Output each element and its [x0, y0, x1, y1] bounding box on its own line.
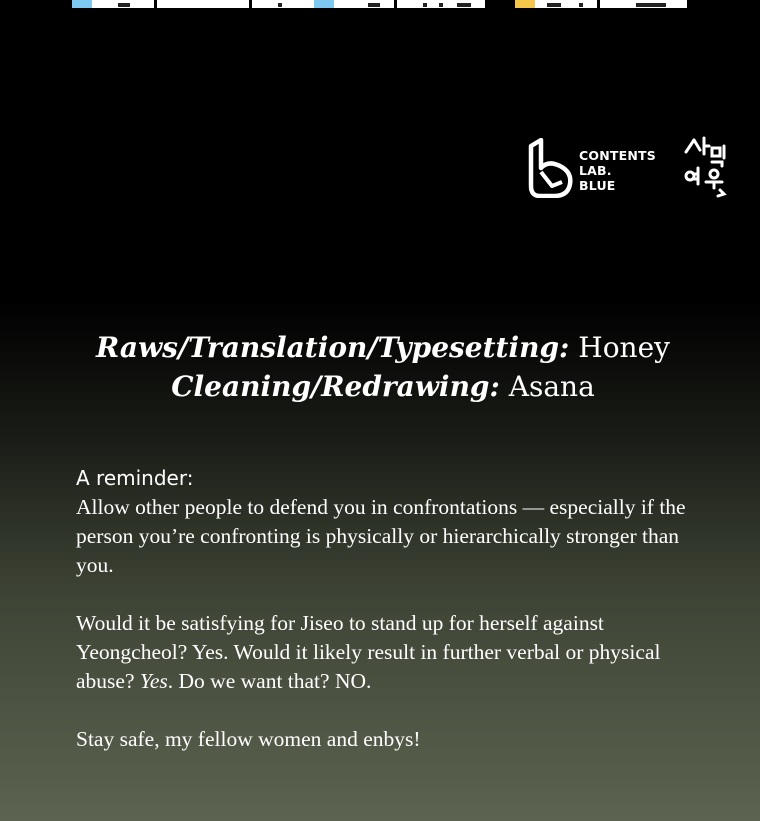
note-paragraph: Allow other people to defend you in confrontations — especially if the person you’re confronting is physically or hierarchically stronger than you. — [76, 495, 686, 577]
credit-name: Asana — [508, 370, 595, 403]
top-panel-strip — [0, 0, 760, 8]
desert-fox-logo-icon — [682, 136, 728, 198]
logo-word-lab: LAB. — [579, 163, 612, 178]
logo-word-blue: BLUE — [579, 178, 616, 193]
credit-name: Honey — [578, 331, 670, 364]
strip-blue-block — [314, 0, 334, 8]
strip-white-block — [334, 0, 394, 8]
strip-white-block — [535, 0, 597, 8]
note-paragraph — [76, 609, 706, 696]
credit-role: Raws/Translation/Typesetting: — [96, 331, 570, 364]
strip-yellow-block — [515, 0, 535, 8]
note-paragraph: Stay safe, my fellow women and enbys! — [76, 727, 421, 751]
credit-line-raws — [0, 328, 760, 367]
strip-white-block — [157, 0, 249, 8]
strip-blue-block — [72, 0, 92, 8]
credit-role: Cleaning/Redrawing: — [171, 370, 500, 403]
note-heading: A reminder: — [76, 466, 194, 490]
strip-white-block — [252, 0, 314, 8]
contents-lab-blue-mark-icon — [528, 138, 574, 198]
strip-white-block — [92, 0, 154, 8]
contents-lab-blue-wordmark — [579, 148, 656, 193]
contents-lab-blue-logo — [528, 138, 656, 198]
note-emphasis: Yes — [139, 669, 168, 693]
translator-note — [76, 464, 706, 754]
logo-word-contents: CONTENTS — [579, 148, 656, 163]
note-text: . Do we want that? NO. — [167, 669, 372, 693]
note-text: Would it be satisfying for Jiseo to stand up for herself against Yeongcheol? Yes. Would it likely result in further verbal or physical abuse? — [76, 611, 661, 693]
strip-white-block — [600, 0, 687, 8]
credit-line-cleaning — [0, 367, 760, 406]
credits-block — [0, 328, 760, 406]
desert-fox-logo — [682, 136, 728, 198]
strip-white-block — [397, 0, 485, 8]
